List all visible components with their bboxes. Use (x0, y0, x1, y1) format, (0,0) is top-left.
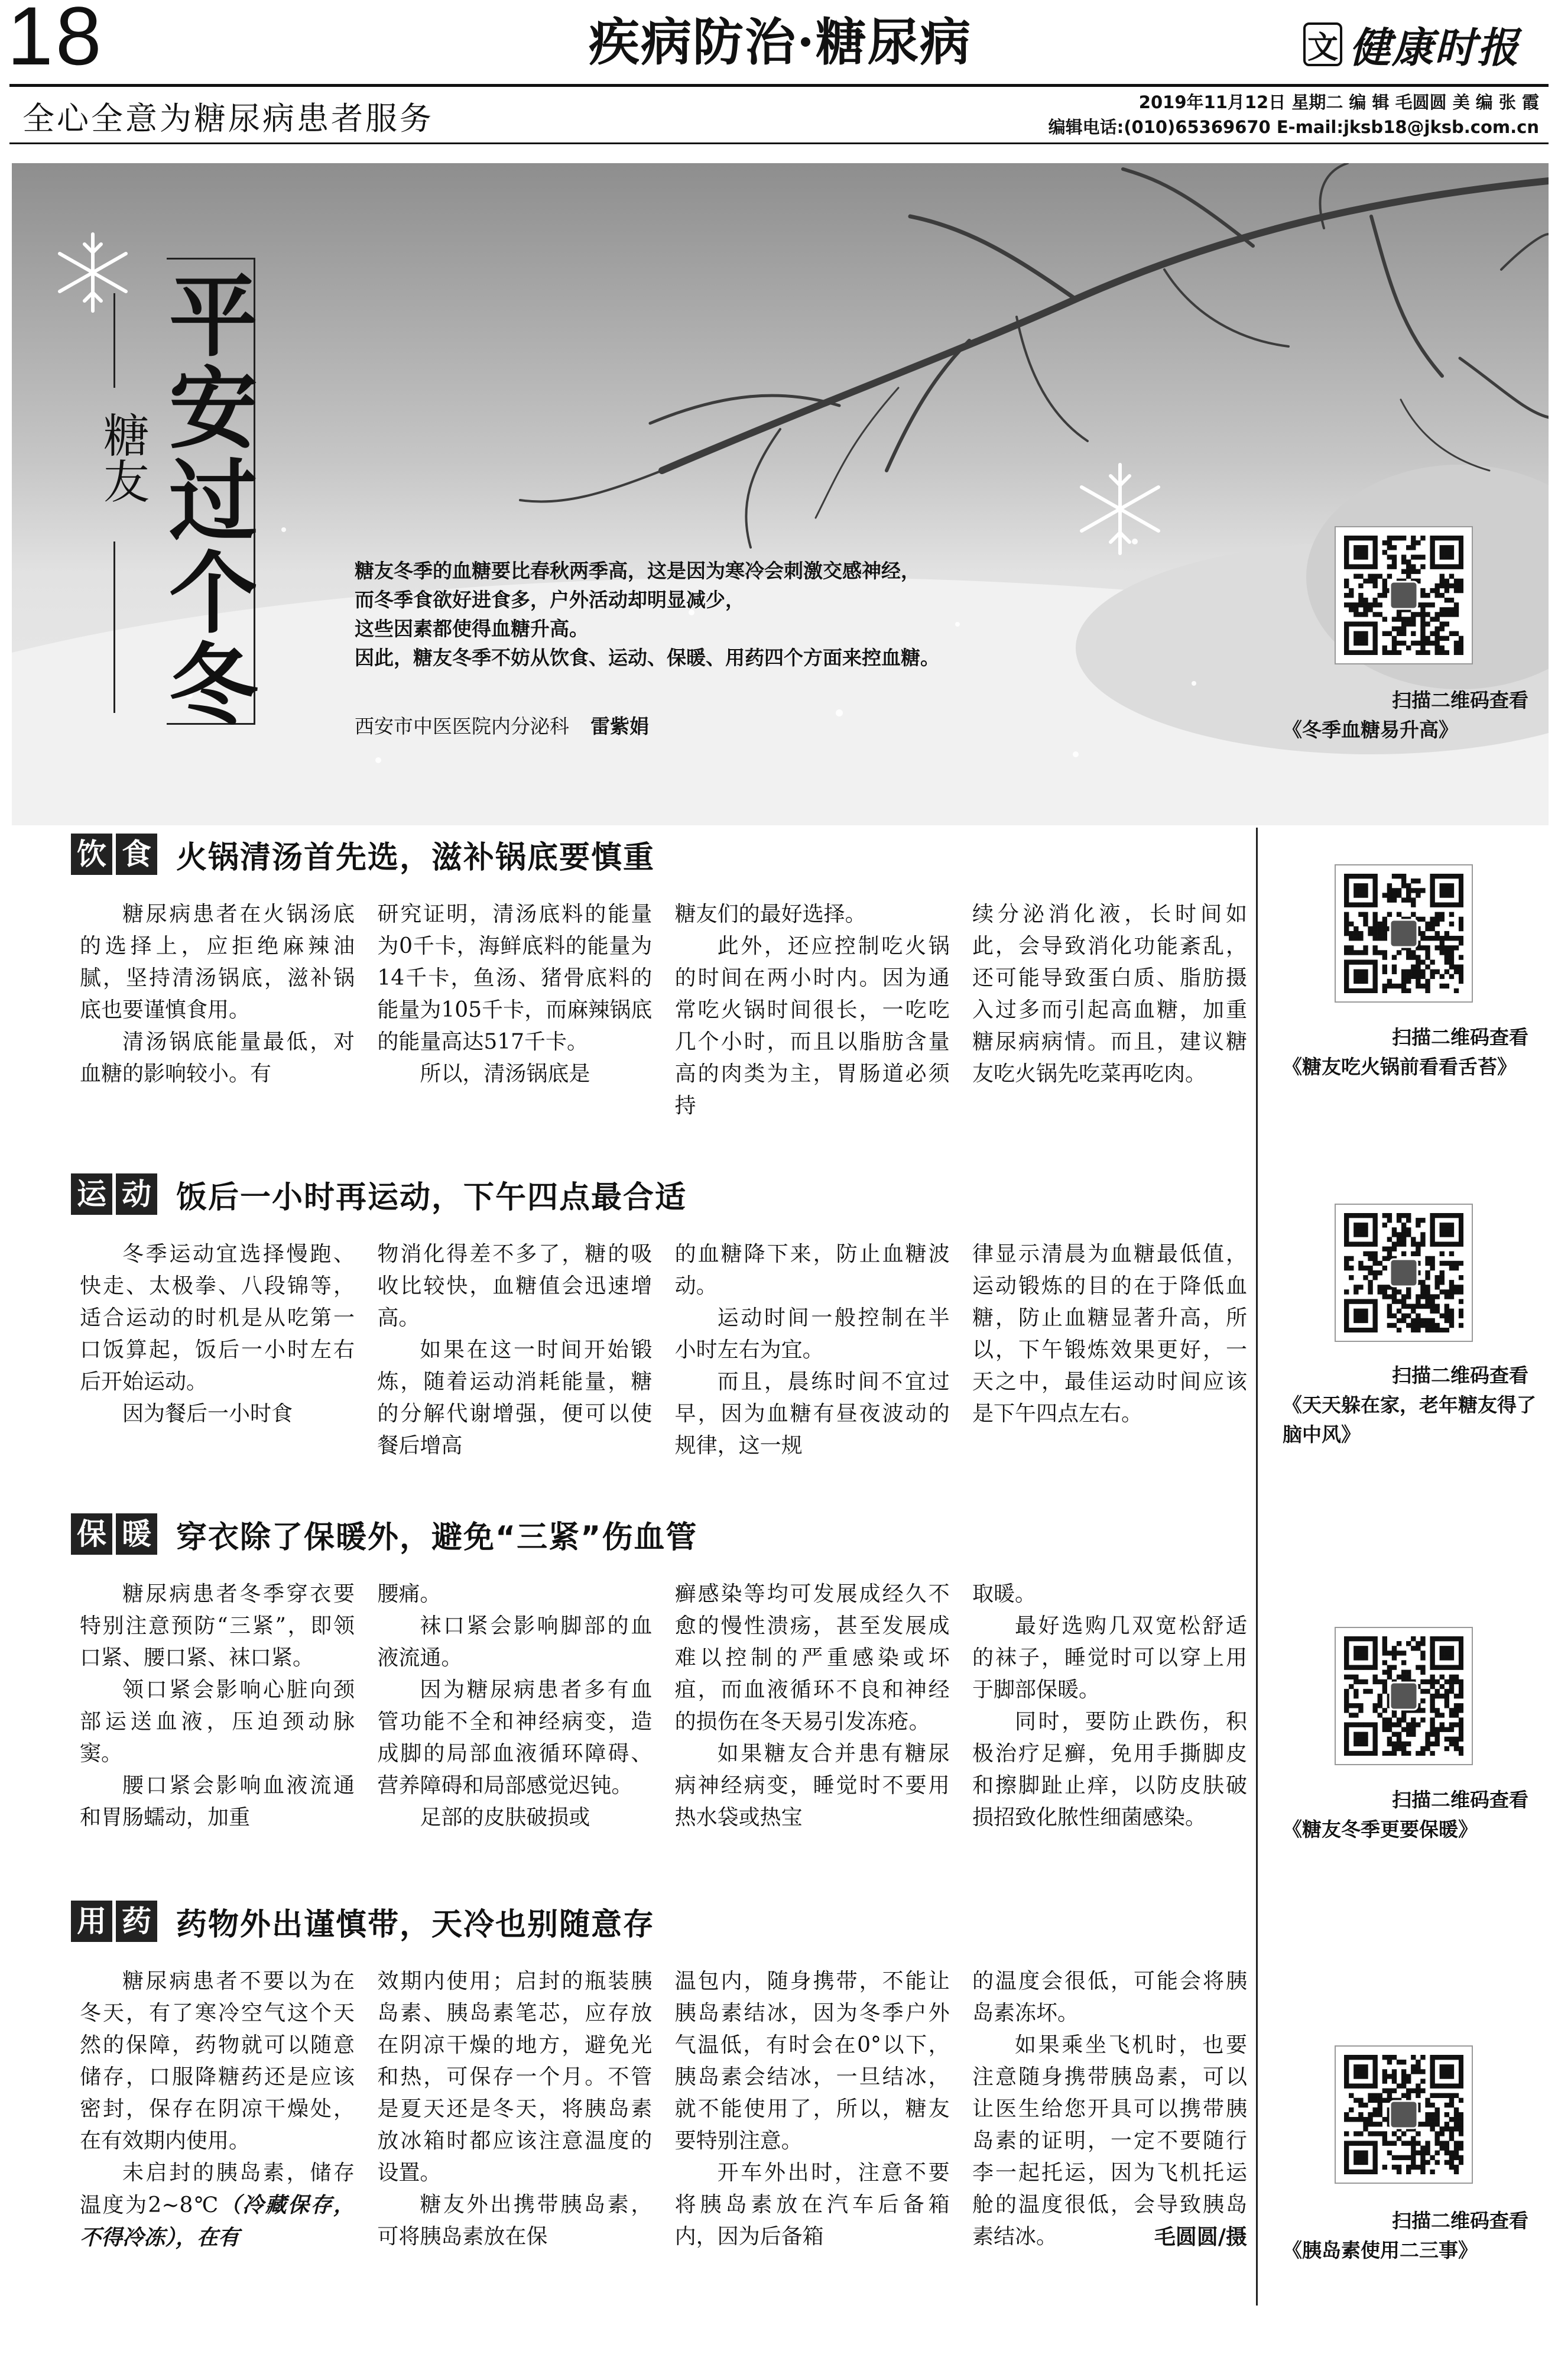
section-tag-char: 饮 (71, 834, 112, 875)
qr-caption-line: 扫描二维码查看 (1392, 689, 1528, 712)
qr-caption-title: 《冬季血糖易升高》 (1283, 718, 1458, 741)
text-column (377, 1238, 652, 1462)
photo-credit: 毛圆圆/摄 (1154, 2225, 1247, 2249)
text-column (377, 1966, 652, 2254)
qr-caption (1283, 686, 1543, 745)
paragraph: 糖友外出携带胰岛素，可将胰岛素放在保 (377, 2193, 653, 2249)
section-title: 疾病防治·糖尿病 (589, 12, 972, 72)
paragraph: 运动时间一般控制在半小时左右为宜。 (674, 1306, 950, 1362)
paragraph: 的血糖降下来，防止血糖波动。 (674, 1242, 950, 1298)
paragraph: 所以，清汤锅底是 (420, 1062, 590, 1086)
logo-text: 健康时报 (1349, 22, 1520, 72)
section-title: 药物外出谨慎带，天冷也别随意存 (176, 1906, 655, 1943)
paragraph: 糖尿病患者冬季穿衣要特别注意预防“三紧”，即领口紧、腰口紧、袜口紧。 (80, 1582, 355, 1670)
newspaper-logo (1303, 18, 1520, 71)
lead-line: 而冬季食欲好进食多，户外活动却明显减少， (355, 588, 745, 611)
text-column (80, 1966, 355, 2254)
paragraph: 同时，要防止跌伤，积极治疗足癣，免用手撕脚皮和擦脚趾止痒，以防皮肤破损招致化脓性细菌感染。 (972, 1710, 1247, 1830)
text-column (80, 1238, 355, 1462)
lead-line: 糖友冬季的血糖要比春秋两季高，这是因为寒冷会刺激交感神经， (355, 559, 920, 582)
paragraph: 糖友们的最好选择。 (674, 902, 866, 926)
qr-caption-title: 《糖友冬季更要保暖》 (1283, 1818, 1478, 1841)
qr-code[interactable] (1335, 1627, 1473, 1765)
section-tag (71, 834, 161, 875)
text-column (675, 899, 950, 1122)
text-column (80, 1578, 355, 1834)
section-title: 穿衣除了保暖外，避免“三紧”伤血管 (176, 1519, 698, 1555)
paragraph: 冬季运动宜选择慢跑、快走、太极拳、八段锦等，适合运动的时机是从吃第一口饭算起，饭后一小时左右后开始运动。 (80, 1242, 355, 1394)
qr-code-icon (1344, 1636, 1463, 1756)
text-column (675, 1578, 950, 1834)
article-section-exercise (12, 1168, 1247, 1499)
text-column (972, 1966, 1247, 2254)
headline-rule (113, 293, 115, 388)
section-tag-char: 保 (71, 1513, 112, 1555)
text-columns (80, 1966, 1247, 2254)
paragraph: 温包内，随身携带，不能让胰岛素结冰，因为冬季户外气温低，有时会在0°以下，胰岛素会结冰，一旦结冰，就不能使用了，所以，糖友要特别注意。 (674, 1969, 950, 2153)
paragraph-text: 如果乘坐飞机时，也要注意随身携带胰岛素，可以让医生给您开具可以携带胰岛素的证明，一定不要随行李一起托运，因为飞机托运舱的温度很低，会导致胰岛素结冰。 (972, 2033, 1247, 2249)
qr-code-icon (1344, 536, 1463, 655)
paragraph: 因为餐后一小时食 (122, 1402, 293, 1426)
section-tag-char: 药 (116, 1901, 157, 1942)
text-column (377, 899, 652, 1122)
section-tag-char: 用 (71, 1901, 112, 1942)
byline-organization: 西安市中医医院内分泌科 (355, 715, 569, 738)
text-column (972, 899, 1247, 1122)
paragraph: 清汤锅底能量最低，对血糖的影响较小。有 (80, 1030, 355, 1086)
qr-caption (1283, 1023, 1543, 1082)
paragraph: 因为糖尿病患者多有血管功能不全和神经病变，造成脚的局部血液循环障碍、营养障碍和局部感觉迟钝。 (377, 1678, 653, 1798)
paragraph: 袜口紧会影响脚部的血液流通。 (377, 1614, 653, 1670)
section-title: 饭后一小时再运动，下午四点最合适 (176, 1179, 687, 1215)
qr-code-icon (1344, 1213, 1463, 1332)
section-header (71, 1168, 687, 1221)
section-tag-char: 运 (71, 1173, 112, 1215)
qr-code[interactable] (1335, 526, 1473, 664)
lead-paragraph (355, 556, 1241, 672)
top-rule (9, 84, 1549, 87)
qr-code[interactable] (1335, 1204, 1473, 1342)
paragraph: 如果糖友合并患有糖尿病神经病变，睡觉时不要用热水袋或热宝 (674, 1742, 950, 1830)
paragraph-text: 未启封的胰岛素，储存温度为2~8℃ (80, 2161, 355, 2217)
qr-code-icon (1344, 874, 1463, 993)
lead-line: 因此，糖友冬季不妨从饮食、运动、保暖、用药四个方面来控血糖。 (355, 646, 940, 669)
paragraph (80, 2157, 355, 2254)
paragraph: 的温度会很低，可能会将胰岛素冻坏。 (972, 1969, 1247, 2025)
paragraph: 物消化得差不多了，糖的吸收比较快，血糖值会迅速增高。 (377, 1242, 653, 1330)
paragraph: 腰口紧会影响血液流通和胃肠蠕动，加重 (80, 1773, 355, 1830)
paragraph: 最好选购几双宽松舒适的袜子，睡觉时可以穿上用于脚部保暖。 (972, 1614, 1247, 1702)
lead-line: 这些因素都使得血糖升高。 (355, 617, 589, 640)
article-section-medication (12, 1895, 1247, 2320)
qr-caption-line: 扫描二维码查看 (1392, 1026, 1528, 1049)
text-column (80, 899, 355, 1122)
byline (355, 715, 649, 738)
masthead (0, 0, 1558, 83)
paragraph: 而且，晨练时间不宜过早，因为血糖有昼夜波动的规律，这一规 (674, 1370, 950, 1458)
qr-caption-title: 《胰岛素使用二三事》 (1283, 2239, 1478, 2262)
paragraph: 研究证明，清汤底料的能量为0千卡，海鲜底料的能量为14千卡，鱼汤、猪骨底料的能量为105千卡，而麻辣锅底的能量高达517千卡。 (377, 902, 653, 1054)
paragraph: 足部的皮肤破损或 (420, 1805, 590, 1830)
section-title: 火锅清汤首先选，滋补锅底要慎重 (176, 839, 655, 876)
edition-meta (1049, 90, 1539, 140)
headline-block (78, 258, 267, 742)
qr-caption (1283, 1785, 1543, 1844)
qr-caption-title: 《天天躲在家，老年糖友得了脑中风》 (1283, 1393, 1536, 1446)
paragraph: 续分泌消化液，长时间如此，会导致消化功能紊乱，还可能导致蛋白质、脂肪摄入过多而引起高血糖，加重糖尿病病情。而且，建议糖友吃火锅先吃菜再吃肉。 (972, 902, 1247, 1086)
paragraph: 开车外出时，注意不要将胰岛素放在汽车后备箱内，因为后备箱 (674, 2161, 950, 2249)
page-number: 18 (7, 0, 104, 82)
qr-caption (1283, 2206, 1543, 2265)
text-column (675, 1238, 950, 1462)
paragraph (972, 2029, 1247, 2253)
paragraph: 如果在这一时间开始锻炼，随着运动消耗能量，糖的分解代谢增强，便可以使餐后增高 (377, 1338, 653, 1458)
edition-meta-line: 2019年11月12日 星期二 编 辑 毛圆圆 美 编 张 霞 (1138, 92, 1539, 112)
qr-caption-title: 《糖友吃火锅前看看舌苔》 (1283, 1055, 1517, 1078)
byline-author: 雷紫娟 (590, 715, 649, 738)
qr-caption-line: 扫描二维码查看 (1392, 1364, 1528, 1387)
section-tag (71, 1513, 161, 1555)
text-column (377, 1578, 652, 1834)
paragraph: 领口紧会影响心脏向颈部运送血液，压迫颈动脉窦。 (80, 1678, 355, 1766)
column-divider (1256, 828, 1258, 2306)
qr-code[interactable] (1335, 2045, 1473, 2184)
section-tag-char: 动 (116, 1173, 157, 1215)
section-header (71, 828, 655, 881)
subheader-bar (9, 90, 1549, 144)
snowflake-icon (1070, 459, 1170, 559)
qr-code[interactable] (1335, 864, 1473, 1003)
headline-rule (113, 542, 115, 713)
qr-caption-line: 扫描二维码查看 (1392, 1788, 1528, 1811)
paragraph: 律显示清晨为血糖最低值，运动锻炼的目的在于降低血糖，防止血糖显著升高，所以，下午锻炼效果更好，一天之中，最佳运动时间应该是下午四点左右。 (972, 1242, 1247, 1426)
section-header (71, 1895, 655, 1948)
section-tag (71, 1173, 161, 1215)
text-column (675, 1966, 950, 2254)
text-column (972, 1238, 1247, 1462)
storage-note: （冷藏保存，不得冷冻），在有 (80, 2193, 355, 2250)
section-header (71, 1507, 697, 1561)
paragraph: 腰痛。 (377, 1582, 442, 1606)
paragraph: 糖尿病患者在火锅汤底的选择上，应拒绝麻辣油腻，坚持清汤锅底，滋补锅底也要谨慎食用。 (80, 902, 355, 1022)
section-tag-char: 暖 (116, 1513, 157, 1555)
paragraph: 癣感染等均可发展成经久不愈的慢性溃疡，甚至发展成难以控制的严重感染或坏疽，而血液循环不良和神经的损伤在冬天易引发冻疮。 (674, 1582, 950, 1734)
qr-code-icon (1344, 2055, 1463, 2174)
section-tag-char: 食 (116, 834, 157, 875)
text-columns (80, 899, 1247, 1122)
paragraph: 效期内使用；启封的瓶装胰岛素、胰岛素笔芯，应存放在阴凉干燥的地方，避免光和热，可保存一个月。不管是夏天还是冬天，将胰岛素放冰箱时都应该注意温度的设置。 (377, 1969, 653, 2185)
article-section-warmth (12, 1507, 1247, 1886)
article-section-diet (12, 828, 1247, 1159)
paragraph: 糖尿病患者不要以为在冬天，有了寒冷空气这个天然的保障，药物就可以随意储存，口服降糖药还是应该密封，保存在阴凉干燥处，在有效期内使用。 (80, 1969, 355, 2153)
section-tag (71, 1901, 161, 1942)
qr-caption-line: 扫描二维码查看 (1392, 2209, 1528, 2232)
paragraph: 此外，还应控制吃火锅的时间在两小时内。因为通常吃火锅时间很长，一吃吃几个小时，而且以脂肪含量高的肉类为主，胃肠道必须持 (674, 934, 950, 1118)
text-columns (80, 1238, 1247, 1462)
headline: 平安过个冬 (154, 270, 258, 731)
text-column (972, 1578, 1247, 1834)
edition-meta-line: 编辑电话:(010)65369670 E-mail:jksb18@jksb.com.cn (1048, 117, 1539, 137)
paragraph: 取暖。 (972, 1582, 1036, 1606)
qr-caption (1283, 1361, 1543, 1450)
logo-mark-icon: 文 (1303, 22, 1342, 66)
slogan: 全心全意为糖尿病患者服务 (22, 100, 434, 137)
text-columns (80, 1578, 1247, 1834)
headline-kicker: 糖友 (96, 411, 149, 504)
